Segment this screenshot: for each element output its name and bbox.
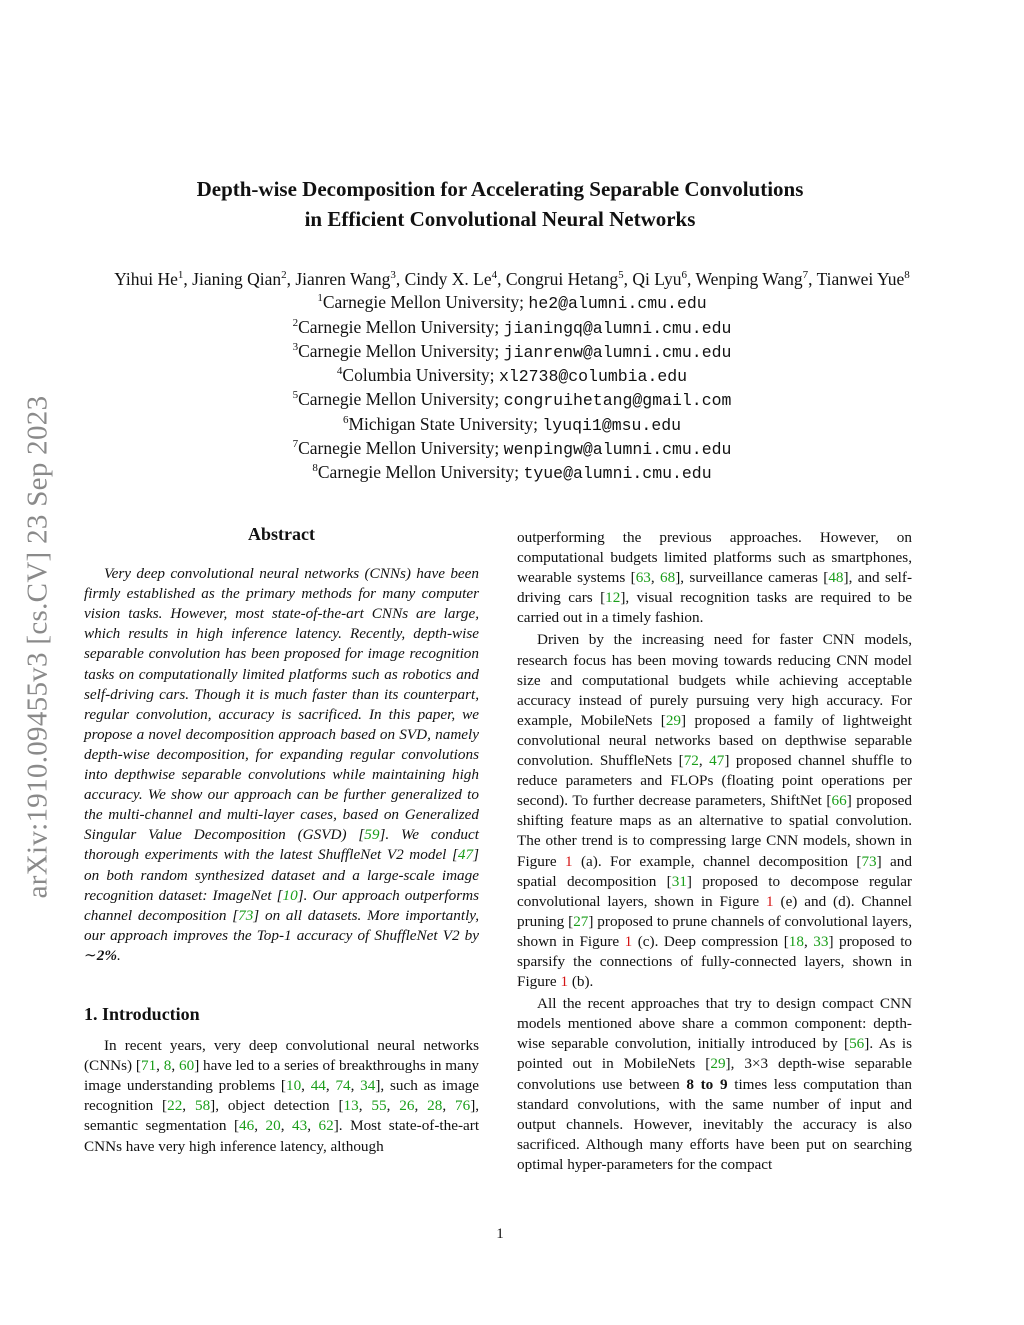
text-run: (e) and (d). Channel pruning [ <box>517 892 913 930</box>
author-separator: , <box>183 269 193 289</box>
text-run: ], object detection [ <box>210 1097 344 1115</box>
text-run: , <box>171 1057 179 1075</box>
citation-link[interactable]: 12 <box>605 589 621 607</box>
affiliation-institution: Carnegie Mellon University; <box>298 438 504 459</box>
text-run: ], visual recognition tasks are required to be carried out in a timely fashion. <box>517 589 912 627</box>
text-run: , <box>650 569 661 587</box>
text-run: , <box>442 1097 455 1115</box>
text-run: ], such as image recognition [ <box>84 1077 480 1115</box>
text-run: ] on all datasets. More importantly, our approach improves the Top-1 accuracy of ShuffleNet V2 by ∼ <box>84 906 479 964</box>
text-run: Very deep convolutional neural networks (CNNs) have been firmly established as the primary methods for many computer vision tasks. However, most state-of-the-art CNNs are large, which results in high inference latency. Recently, depth-wise separable convolution has been proposed for image recognition tasks on computationally limited platforms such as robotics and self-driving cars. Though it is much faster than its counterpart, regular convolution, accuracy is sacrificed. In this paper, we propose a novel decomposition approach based on SVD, namely depth-wise decomposition, for expanding regular convolutions into depthwise separable convolutions while maintaining high accuracy. We show our approach can be further generalized to the multi-channel and multi-layer cases, based on Generalized Singular Value Decomposition (GSVD) [ <box>84 565 479 844</box>
author-name: Qi Lyu <box>632 269 682 289</box>
text-run: times less computation than standard convolutions, with the same number of input and output channels. However, inevitably the accuracy is also sacrificed. Although many efforts have been put on searching optimal hyper-parameters for the compact <box>517 1075 913 1173</box>
text-run: , <box>350 1077 361 1095</box>
text-run: , <box>325 1077 336 1095</box>
citation-link[interactable]: 47 <box>457 846 474 864</box>
citation-link[interactable]: 55 <box>371 1097 387 1115</box>
citation-link[interactable]: 68 <box>660 569 676 587</box>
affiliation-institution: Carnegie Mellon University; <box>322 292 529 313</box>
text-run: ]. We conduct thorough experiments with the latest ShuffleNet V2 model [ <box>84 826 479 864</box>
text-run: ], surveillance cameras [ <box>675 569 829 587</box>
affiliation-mark: 6 <box>342 413 349 426</box>
citation-link[interactable]: 10 <box>285 1077 302 1095</box>
citation-link[interactable]: 73 <box>238 906 254 924</box>
citation-link[interactable]: 8 <box>163 1057 172 1075</box>
author-name: Tianwei Yue <box>816 269 905 289</box>
citation-link[interactable]: 18 <box>788 932 804 950</box>
intro-heading: 1. Introduction <box>84 1003 200 1024</box>
text-run: ]. Most state-of-the-art CNNs have very high inference latency, although <box>84 1117 480 1155</box>
affiliation-mark: 2 <box>292 316 299 329</box>
affiliation-line <box>0 437 1024 461</box>
citation-link[interactable]: 58 <box>194 1097 211 1115</box>
affiliation-mark: 8 <box>312 462 318 475</box>
author-name: Wenping Wang <box>695 269 803 289</box>
affiliation-email[interactable]: jianrenw@alumni.cmu.edu <box>503 342 732 362</box>
citation-link[interactable]: 43 <box>292 1117 308 1135</box>
author-block <box>0 268 1024 486</box>
figure-link[interactable]: 1 <box>766 892 774 910</box>
text-run: ] on both random synthesized dataset and a large-scale image recognition dataset: ImageNet [ <box>84 846 479 904</box>
citation-link[interactable]: 73 <box>861 852 877 870</box>
page-number: 1 <box>496 1226 504 1242</box>
affiliation-line <box>0 340 1024 364</box>
figure-link[interactable]: 1 <box>565 852 573 870</box>
figure-link[interactable]: 1 <box>560 973 569 991</box>
citation-link[interactable]: 63 <box>635 569 651 587</box>
text-run: , <box>698 752 710 770</box>
citation-link[interactable]: 66 <box>831 792 847 810</box>
paper-title <box>0 174 1000 234</box>
text-run: ] proposed to sparsify the connections of fully-connected layers, shown in Figure <box>517 932 913 991</box>
right-paragraph-3 <box>517 994 912 1175</box>
affiliation-line <box>0 413 1024 437</box>
figure-link[interactable]: 1 <box>624 932 633 950</box>
text-run: In recent years, very deep convolutional neural networks (CNNs) [ <box>84 1037 479 1075</box>
author-affil-mark: 5 <box>618 269 624 282</box>
author-separator: , <box>497 269 506 289</box>
affiliation-mark: 5 <box>292 389 299 402</box>
text-run: ], 3×3 depth-wise separable convolutions use between <box>517 1055 912 1093</box>
author-name: Jianren Wang <box>295 269 391 289</box>
intro-paragraph <box>84 1036 479 1157</box>
text-run: . <box>116 946 121 964</box>
citation-link[interactable]: 22 <box>167 1097 183 1115</box>
affiliation-line <box>0 388 1024 412</box>
text-run: ] proposed to prune channels of convolutional layers, shown in Figure <box>517 912 912 950</box>
author-affil-mark: 2 <box>281 269 287 282</box>
citation-link[interactable]: 48 <box>828 569 844 587</box>
affiliation-email[interactable]: congruihetang@gmail.com <box>503 391 732 411</box>
citation-link[interactable]: 72 <box>683 752 699 770</box>
right-paragraph-2 <box>517 630 912 992</box>
text-run: , <box>414 1097 428 1115</box>
citation-link[interactable]: 29 <box>665 711 682 729</box>
citation-link[interactable]: 10 <box>282 886 298 904</box>
citation-link[interactable]: 76 <box>455 1097 471 1115</box>
text-run: Driven by the increasing need for faster CNN models, research focus has been moving towards reducing CNN model size and computational budgets while achieving acceptable accuracy instead of purely pursuing very high accuracy. For example, MobileNets [ <box>517 631 912 729</box>
affiliation-mark: 7 <box>292 438 299 451</box>
bold-text: 8 to 9 <box>686 1075 728 1093</box>
author-affil-mark: 1 <box>177 269 184 282</box>
affiliation-list <box>0 291 1024 485</box>
affiliation-line <box>0 364 1024 388</box>
affiliation-institution: Columbia University; <box>342 365 499 386</box>
text-run: ] proposed channel shuffle to reduce parameters and FLOPs (floating point operations per second). To further decrease parameters, ShiftNet [ <box>517 752 913 810</box>
affiliation-line <box>0 316 1024 340</box>
bold-text: 2% <box>96 946 117 964</box>
affiliation-mark: 1 <box>317 292 323 305</box>
citation-link[interactable]: 44 <box>310 1077 326 1095</box>
citation-link[interactable]: 62 <box>318 1117 334 1135</box>
title-line-1: Depth-wise Decomposition for Accelerating Separable Convolutions <box>196 177 804 201</box>
text-run: , <box>358 1097 372 1115</box>
citation-link[interactable]: 13 <box>343 1097 359 1115</box>
right-paragraph-1 <box>517 528 912 628</box>
citation-link[interactable]: 59 <box>364 826 380 844</box>
text-run: , <box>182 1097 195 1115</box>
citation-link[interactable]: 34 <box>360 1077 376 1095</box>
citation-link[interactable]: 74 <box>335 1077 351 1095</box>
text-run: ] proposed shifting feature maps as an alternative to spatial convolution. The other trend is to compressing large CNN models, shown in Figure <box>517 792 912 870</box>
affiliation-institution: Carnegie Mellon University; <box>298 316 504 337</box>
text-run: (b). <box>568 973 594 991</box>
affiliation-email[interactable]: jianingq@alumni.cmu.edu <box>503 318 732 338</box>
citation-link[interactable]: 26 <box>399 1097 415 1115</box>
citation-link[interactable]: 56 <box>849 1035 865 1053</box>
text-run: ]. As is pointed out in MobileNets [ <box>517 1035 912 1073</box>
citation-link[interactable]: 33 <box>813 932 829 950</box>
text-run: ] proposed to decompose regular convolutional layers, shown in Figure <box>517 872 912 910</box>
text-run: All the recent approaches that try to design compact CNN models mentioned above share a common component: depth-wise separable convolution, initially introduced by [ <box>517 995 912 1053</box>
text-run: ], semantic segmentation [ <box>84 1097 480 1135</box>
author-affil-mark: 3 <box>390 269 396 282</box>
author-separator: , <box>808 269 817 289</box>
author-affil-mark: 7 <box>802 269 809 282</box>
text-run: outperforming the previous approaches. However, on computational budgets limited platforms such as smartphones, wearable systems [ <box>517 529 912 587</box>
text-run: , <box>254 1117 266 1135</box>
author-separator: , <box>286 269 296 289</box>
arxiv-stamp-text: arXiv:1910.09455v3 [cs.CV] 23 Sep 2023 <box>21 395 54 899</box>
author-separator: , <box>687 269 696 289</box>
citation-link[interactable]: 71 <box>140 1057 157 1075</box>
affiliation-line <box>0 461 1024 485</box>
author-separator: , <box>623 269 633 289</box>
affiliation-institution: Michigan State University; <box>348 413 543 434</box>
author-name: Yihui He <box>114 269 178 289</box>
citation-link[interactable]: 20 <box>265 1117 281 1135</box>
left-column <box>84 524 479 1157</box>
text-run: , <box>280 1117 293 1135</box>
affiliation-email[interactable]: tyue@alumni.cmu.edu <box>523 464 712 484</box>
author-name: Cindy X. Le <box>404 269 492 289</box>
affiliation-email[interactable]: wenpingw@alumni.cmu.edu <box>503 440 732 460</box>
affiliation-mark: 4 <box>336 365 343 378</box>
affiliation-email[interactable]: he2@alumni.cmu.edu <box>528 294 707 314</box>
author-affil-mark: 6 <box>681 269 688 282</box>
affiliation-email[interactable]: xl2738@columbia.edu <box>498 367 688 387</box>
text-run: ], and self-driving cars [ <box>517 569 912 607</box>
affiliation-institution: Carnegie Mellon University; <box>298 389 504 410</box>
affiliation-institution: Carnegie Mellon University; <box>317 462 524 483</box>
author-name: Jianing Qian <box>192 269 282 289</box>
text-run: ]. Our approach outperforms channel decomposition [ <box>84 886 479 924</box>
title-line-2: in Efficient Convolutional Neural Networks <box>304 207 696 231</box>
text-run: ] proposed a family of lightweight convolutional neural networks based on depthwise separable convolution. ShuffleNets [ <box>517 711 912 770</box>
text-run: , <box>307 1117 319 1135</box>
author-affil-mark: 8 <box>904 269 910 282</box>
author-list <box>0 268 1024 291</box>
author-affil-mark: 4 <box>491 269 498 282</box>
affiliation-institution: Carnegie Mellon University; <box>298 340 504 361</box>
affiliation-email[interactable]: lyuqi1@msu.edu <box>542 415 682 435</box>
abstract-heading: Abstract <box>248 524 315 544</box>
text-run: (a). For example, channel decomposition [ <box>572 852 862 870</box>
affiliation-mark: 3 <box>292 341 299 354</box>
citation-link[interactable]: 29 <box>710 1055 726 1073</box>
citation-link[interactable]: 27 <box>573 912 589 930</box>
text-run: ] have led to a series of breakthroughs in many image understanding problems [ <box>84 1057 480 1095</box>
author-name: Congrui Hetang <box>505 269 619 289</box>
text-run: , <box>386 1097 400 1115</box>
author-separator: , <box>395 269 405 289</box>
text-run: , <box>803 932 814 950</box>
text-run: ] and spatial decomposition [ <box>517 852 912 890</box>
affiliation-line <box>0 291 1024 315</box>
citation-link[interactable]: 28 <box>427 1097 443 1115</box>
text-run: (c). Deep compression [ <box>632 932 789 950</box>
right-column <box>517 528 912 1175</box>
citation-link[interactable]: 31 <box>671 872 687 890</box>
citation-link[interactable]: 60 <box>179 1057 195 1075</box>
citation-link[interactable]: 46 <box>239 1117 255 1135</box>
abstract-text <box>84 564 479 966</box>
text-run: , <box>301 1077 311 1095</box>
text-run: , <box>156 1057 164 1075</box>
citation-link[interactable]: 47 <box>709 752 725 770</box>
